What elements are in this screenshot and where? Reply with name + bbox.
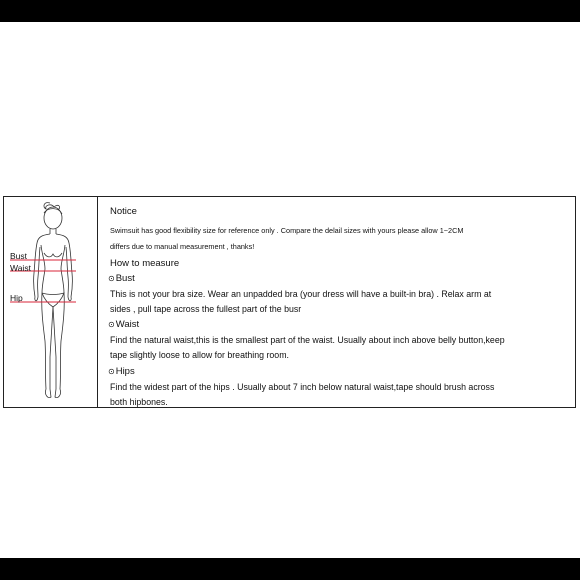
waist-section-title: ⊙Waist — [108, 319, 140, 330]
body-figure-panel — [4, 197, 98, 407]
hip-label: Hip — [10, 293, 23, 303]
waist-line-1: Find the natural waist,this is the smallest part of the waist. Usually about inch above belly button,keep — [110, 335, 505, 345]
hips-line-2: both hipbones. — [110, 397, 168, 407]
circled-arrow-icon: ⊙ — [108, 274, 115, 283]
waist-label: Waist — [10, 263, 31, 273]
how-to-title: How to measure — [110, 258, 180, 269]
bust-line-1: This is not your bra size. Wear an unpadded bra (your dress will have a built-in bra) . Relax arm at — [110, 289, 492, 299]
circled-arrow-icon: ⊙ — [108, 320, 115, 329]
hips-line-1: Find the widest part of the hips . Usually about 7 inch below natural waist,tape should brush across — [110, 382, 495, 392]
notice-line-2: differs due to manual measurement , thanks! — [110, 242, 255, 251]
notice-title: Notice — [110, 206, 137, 217]
arrow-icon: ⊙ — [108, 367, 115, 376]
notice-line-1: Swimsuit has good flexibility size for reference only . Compare the delail sizes with yours please allow 1~2CM — [110, 226, 464, 235]
bust-label: Bust — [10, 251, 28, 261]
bottom-black-bar — [0, 558, 580, 580]
top-black-bar — [0, 0, 580, 22]
hips-section-title: ⊙Hips — [108, 366, 135, 377]
bust-section-title: ⊙Bust — [108, 273, 135, 284]
waist-line-2: tape slightly loose to allow for breathing room. — [110, 350, 289, 360]
measurement-guide-card — [3, 196, 576, 408]
bust-line-2: sides , pull tape across the fullest part of the busr — [110, 304, 302, 314]
